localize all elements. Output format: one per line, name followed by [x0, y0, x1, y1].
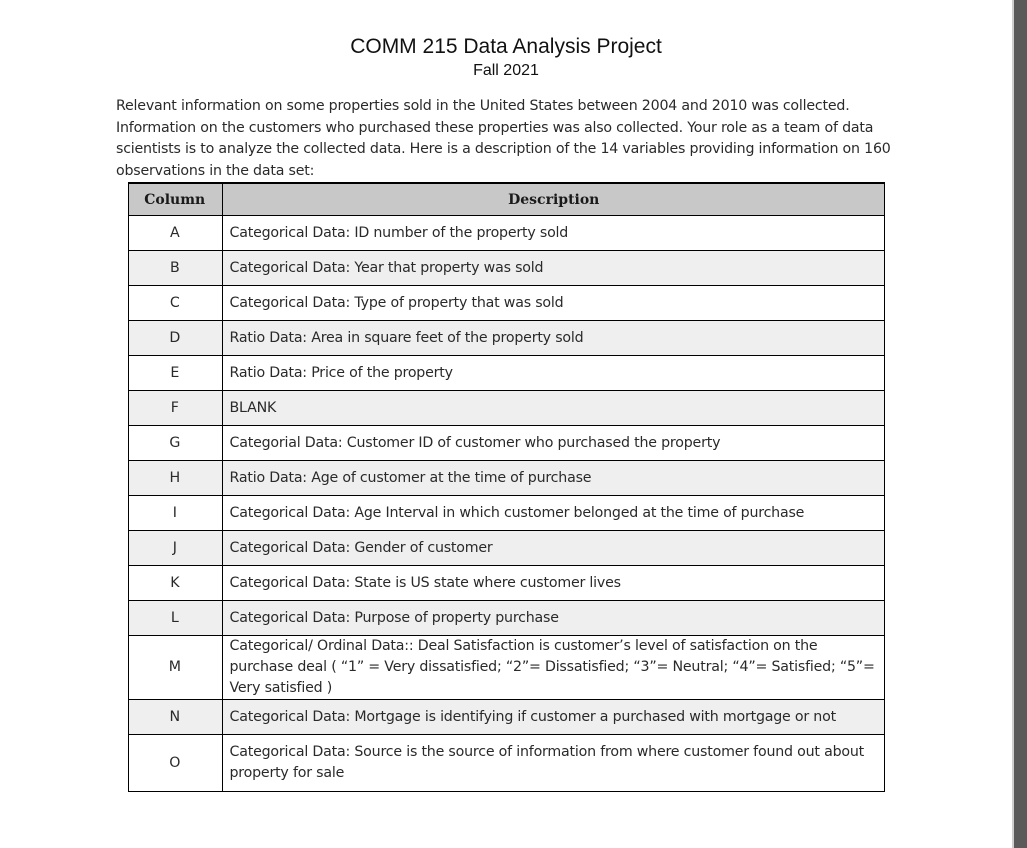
- table-row: [128, 391, 885, 426]
- table-header-row: [128, 183, 885, 216]
- row-description: Categorial Data: Customer ID of customer who purchased the property: [222, 426, 885, 461]
- row-description: Categorical Data: Age Interval in which customer belonged at the time of purchase: [222, 496, 885, 531]
- row-description: Ratio Data: Area in square feet of the property sold: [222, 321, 885, 356]
- intro-paragraph: Relevant information on some properties sold in the United States between 2004 and 2010 was collected. Information on the customers who purchased these properties was also collected. Your role as a team of data scientists is to analyze the collected data. Here is a description of the 14 variables providing information on 160 observations in the data set:: [116, 98, 891, 179]
- row-column-letter: G: [128, 426, 222, 461]
- table-row: [128, 356, 885, 391]
- table-row: [128, 426, 885, 461]
- table-row: [128, 461, 885, 496]
- row-description: Ratio Data: Age of customer at the time of purchase: [222, 461, 885, 496]
- table-row: [128, 286, 885, 321]
- row-column-letter: O: [128, 735, 222, 792]
- row-column-letter: I: [128, 496, 222, 531]
- table-row: [128, 700, 885, 735]
- row-column-letter: J: [128, 531, 222, 566]
- row-column-letter: L: [128, 601, 222, 636]
- row-description: Categorical/ Ordinal Data:: Deal Satisfaction is customer’s level of satisfaction on the purchase deal ( “1” = Very dissatisfied; “2”= Dissatisfied; “3”= Neutral; “4”= Satisfied; “5”= Very satisfied ): [222, 636, 885, 700]
- row-description: Categorical Data: Year that property was sold: [222, 251, 885, 286]
- table-row: [128, 496, 885, 531]
- row-column-letter: N: [128, 700, 222, 735]
- table-row: [128, 251, 885, 286]
- document-subtitle: Fall 2021: [473, 62, 539, 79]
- table-row: [128, 566, 885, 601]
- table-row: [128, 601, 885, 636]
- row-description: Categorical Data: Purpose of property purchase: [222, 601, 885, 636]
- document-title: COMM 215 Data Analysis Project: [350, 35, 662, 58]
- row-description: Categorical Data: Mortgage is identifying if customer a purchased with mortgage or not: [222, 700, 885, 735]
- row-column-letter: E: [128, 356, 222, 391]
- row-column-letter: M: [128, 636, 222, 700]
- row-description: BLANK: [222, 391, 885, 426]
- table-row: [128, 216, 885, 251]
- description-header: Description: [222, 183, 885, 216]
- variables-table: [128, 182, 885, 792]
- column-header: Column: [128, 183, 222, 216]
- row-column-letter: D: [128, 321, 222, 356]
- row-description: Ratio Data: Price of the property: [222, 356, 885, 391]
- row-description: Categorical Data: ID number of the property sold: [222, 216, 885, 251]
- row-column-letter: K: [128, 566, 222, 601]
- table-row: [128, 321, 885, 356]
- row-column-letter: A: [128, 216, 222, 251]
- table-border-left: [128, 182, 129, 791]
- row-column-letter: F: [128, 391, 222, 426]
- row-description: Categorical Data: State is US state where customer lives: [222, 566, 885, 601]
- row-column-letter: B: [128, 251, 222, 286]
- row-description: Categorical Data: Type of property that was sold: [222, 286, 885, 321]
- row-column-letter: H: [128, 461, 222, 496]
- row-column-letter: C: [128, 286, 222, 321]
- table-row: [128, 531, 885, 566]
- vertical-scrollbar[interactable]: [1014, 0, 1027, 848]
- table-row: [128, 636, 885, 700]
- row-description: Categorical Data: Gender of customer: [222, 531, 885, 566]
- table-border-right: [884, 182, 885, 791]
- row-description: Categorical Data: Source is the source of information from where customer found out about property for sale: [222, 735, 885, 792]
- table-row: [128, 735, 885, 792]
